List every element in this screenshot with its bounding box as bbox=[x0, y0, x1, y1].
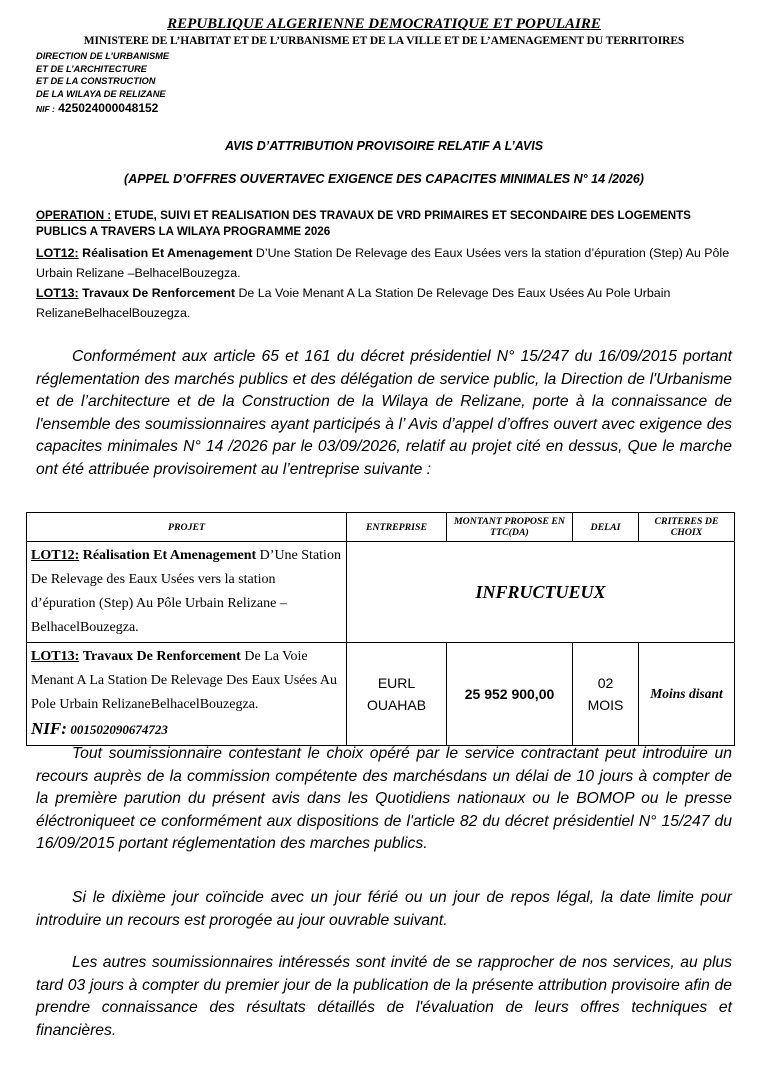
row2-lot-text: De La Voie Menant A La Station De Relevage Des Eaux Usées Au Pole Urbain RelizaneBelhacelBouzegza. bbox=[31, 649, 337, 712]
ministry-heading: MINISTERE DE L’HABITAT ET DE L’URBANISME ET DE LA VILLE ET DE L’AMENAGEMENT DU TERRITOIRES bbox=[83, 35, 685, 47]
table-row bbox=[27, 643, 735, 746]
row2-nif bbox=[31, 717, 342, 743]
paragraph-text: Si le dixième jour coïncide avec un jour férié ou un jour de repos légal, la date limite pour introduire un recours est prorogée au jour ouvrable suivant. bbox=[36, 889, 732, 929]
row1-lot-text: D’Une Station De Relevage des Eaux Usées vers la station d’épuration (Step) Au Pôle Urbain Relizane – BelhacelBouzegza. bbox=[31, 548, 341, 635]
paragraph-conformement bbox=[36, 346, 732, 481]
entreprise-name: EURL OUAHAB bbox=[366, 675, 427, 713]
lot13-text: De La Voie Menant A La Station De Relevage Des Eaux Usées Au Pole Urbain RelizaneBelhacelBouzegza. bbox=[36, 286, 671, 320]
lot12-description bbox=[36, 244, 736, 283]
direction-block bbox=[36, 50, 169, 100]
table-row bbox=[27, 542, 735, 643]
paragraph-autres bbox=[36, 952, 732, 1042]
direction-line: DIRECTION DE L’URBANISME bbox=[36, 51, 170, 61]
paragraph-delai bbox=[36, 887, 732, 932]
row2-project-cell bbox=[27, 643, 347, 746]
delai-value: 02 MOIS bbox=[587, 675, 624, 713]
lot12-label: LOT12: bbox=[36, 246, 79, 260]
entreprise-cell bbox=[347, 643, 447, 746]
criteres-cell: Moins disant bbox=[639, 643, 735, 746]
direction-line: ET DE LA CONSTRUCTION bbox=[36, 76, 156, 87]
operation-block bbox=[36, 208, 736, 240]
delai-cell bbox=[573, 643, 639, 746]
lot13-label: LOT13: bbox=[36, 286, 79, 300]
paragraph-recours bbox=[36, 743, 732, 856]
row2-nif-value: 001502090674723 bbox=[70, 722, 168, 737]
operation-label: OPERATION : bbox=[36, 209, 112, 222]
paragraph-text: Les autres soumissionnaires intéressés sont invité de se rapprocher de nos services, au plus tard 03 jours à compter du premier jour de la publication de la présente attribution provisoire afin de prendre connaissance des résultats détaillés de l'évaluation de leurs offres techniques et financières. bbox=[36, 954, 732, 1039]
republic-heading: REPUBLIQUE ALGERIENNE DEMOCRATIQUE ET POPULAIRE bbox=[167, 16, 601, 32]
header-projet: PROJET bbox=[27, 513, 347, 542]
header-criteres: CRITERES DE CHOIX bbox=[639, 513, 735, 542]
paragraph-text: Conformément aux article 65 et 161 du décret présidentiel N° 15/247 du 16/09/2015 portant réglementation des marchés publics et des délégation de service public, la Direction de l'Urbanisme et de l’architecture et de la Construction de la Wilaya de Relizane, porte à la connaissance de l'ensemble des soumissionnaires ayant participés à l’ Avis d’appel d’offres ouvert avec exigence des capacites minimales N° 14 /2026 par le 03/09/2026, relatif au projet cité en dessus, Que le marche ont été attribuée provisoirement au l’entreprise suivante : bbox=[36, 348, 732, 478]
row1-lot-label: LOT12: bbox=[31, 548, 80, 563]
header-entreprise: ENTREPRISE bbox=[347, 513, 447, 542]
infructueux-cell: INFRUCTUEUX bbox=[347, 542, 735, 643]
direction-line: DE LA WILAYA DE RELIZANE bbox=[36, 88, 166, 99]
header-montant: MONTANT PROPOSE EN TTC(DA) bbox=[447, 513, 573, 542]
lot13-description bbox=[36, 284, 736, 323]
attribution-table bbox=[26, 512, 735, 746]
row2-lot-label: LOT13: bbox=[31, 649, 80, 664]
nif-label: NIF : bbox=[36, 104, 55, 114]
avis-title: AVIS D’ATTRIBUTION PROVISOIRE RELATIF A L’AVIS bbox=[224, 139, 544, 153]
header-delai: DELAI bbox=[573, 513, 639, 542]
row2-lot-title: Travaux De Renforcement bbox=[82, 649, 241, 664]
nif-line bbox=[36, 101, 158, 115]
lot13-title: Travaux De Renforcement bbox=[82, 286, 236, 300]
lot12-text: D’Une Station De Relevage des Eaux Usées vers la station d’épuration (Step) Au Pôle Urbain Relizane –BelhacelBouzegza. bbox=[36, 246, 730, 280]
paragraph-text: Tout soumissionnaire contestant le choix opéré par le service contractant peut introduire un recours auprès de la commission compétente des marchésdans un délai de 10 jours à compter de la première parution du présent avis dans les Quotidiens nationaux ou le BOMOP ou le presse éléctroniqueet ce conformément aux dispositions de l'article 82 du décret présidentiel N° 15/247 du 16/09/2015 portant réglementation des marches publics. bbox=[36, 745, 732, 852]
lot12-title: Réalisation Et Amenagement bbox=[82, 246, 253, 260]
row1-project-cell bbox=[27, 542, 347, 643]
operation-text: ETUDE, SUIVI ET REALISATION DES TRAVAUX DE VRD PRIMAIRES ET SECONDAIRE DES LOGEMENTS PUBLICS A TRAVERS LA WILAYA PROGRAMME 2026 bbox=[36, 209, 691, 238]
table-header-row bbox=[27, 513, 735, 542]
direction-line: ET DE L’ARCHITECTURE bbox=[36, 63, 147, 74]
row2-nif-label: NIF: bbox=[31, 719, 67, 738]
appel-title: (APPEL D’OFFRES OUVERTAVEC EXIGENCE DES CAPACITES MINIMALES N° 14 /2026) bbox=[124, 172, 644, 186]
row1-lot-title: Réalisation Et Amenagement bbox=[82, 548, 257, 563]
nif-value: 425024000048152 bbox=[58, 101, 159, 115]
montant-cell: 25 952 900,00 bbox=[447, 643, 573, 746]
